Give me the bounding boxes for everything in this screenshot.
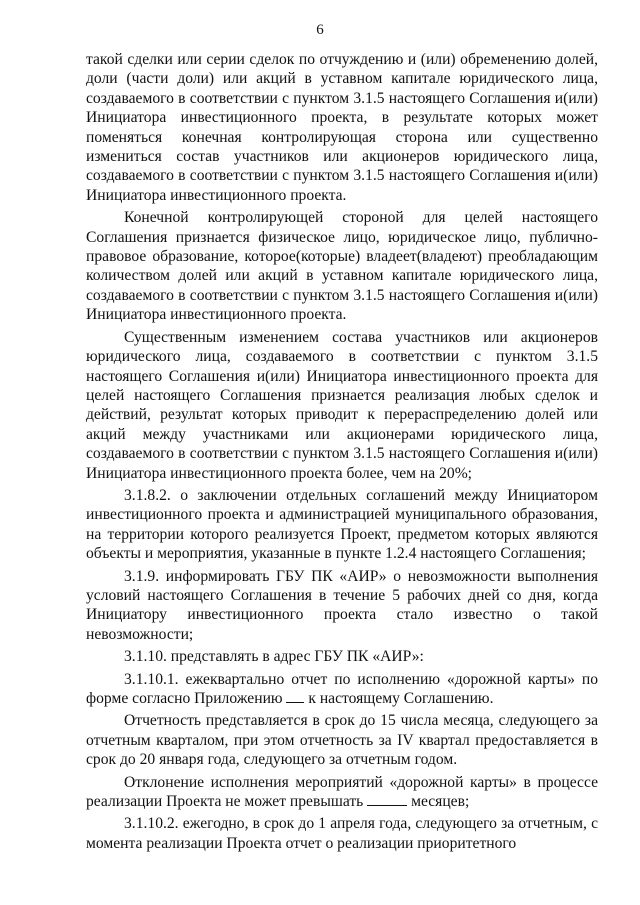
paragraph-3-1-10-2: 3.1.10.2. ежегодно, в срок до 1 апреля года, следующего за отчетным, с момента реализации Проекта отчет о реализации приоритетного [86,815,598,852]
paragraph-final-controlling-party: Конечной контролирующей стороной для целей настоящего Соглашения признается физическое лицо, юридическое лицо, публично-правовое образование, которое(которые) владеет(владеют) преобладающим количеством долей или акций в уставном капитале юридического лица, создаваемого в соответствии с пунктом 3.1.5 настоящего Соглашения и(или) Инициатора инвестиционного проекта. [86,209,598,324]
paragraph-3-1-10: 3.1.10. представлять в адрес ГБУ ПК «АИР»: [124,648,424,666]
paragraph-3-1-10-1-text-end: к настоящему Соглашению. [304,690,494,707]
document-body [86,50,598,853]
paragraph-3-1-10-1-text-start: 3.1.10.1. ежеквартально отчет по исполнению «дорожной карты» по форме согласно Приложению [86,670,598,707]
paragraph-continuation: такой сделки или серии сделок по отчуждению и (или) обременению долей, доли (части доли) или акций в уставном капитале юридического лица, создаваемого в соответствии с пунктом 3.1.5 настоящего Соглашения и(или) Инициатора инвестиционного проекта, в результате которых может поменяться конечная контролирующая сторона или существенно измениться состав участников или акционеров юридического лица, создаваемого в соответствии с пунктом 3.1.5 настоящего Соглашения и(или) Инициатора инвестиционного проекта. [86,51,598,204]
paragraph-3-1-10-1 [86,670,598,709]
paragraph-roadmap-deviation-text-start: Отклонение исполнения мероприятий «дорожной карты» в процессе реализации Проекта не может превышать [86,773,598,811]
paragraph-3-1-9: 3.1.9. информировать ГБУ ПК «АИР» о невозможности выполнения условий настоящего Соглашения в течение 5 рабочих дней со дня, когда Инициатору инвестиционного проекта стало известно о такой невозможности; [86,567,598,643]
paragraph-substantial-change: Существенным изменением состава участников или акционеров юридического лица, создаваемого в соответствии с пунктом 3.1.5 настоящего Соглашения и(или) Инициатора инвестиционного проекта для целей настоящего Соглашения признается реализация любых сделок и действий, результат которых приводит к перераспределению долей или акций между участниками или акционерами юридического лица, создаваемого в соответствии с пунктом 3.1.5 настоящего Соглашения и(или) Инициатора инвестиционного проекта более, чем на 20%; [86,328,598,482]
paragraph-roadmap-deviation [86,773,598,812]
paragraph-roadmap-deviation-text-end: месяцев; [407,793,470,811]
page-number: 6 [316,22,324,38]
paragraph-reporting-deadline: Отчетность представляется в срок до 15 числа месяца, следующего за отчетным кварталом, при этом отчетность за IV квартал предоставляется в срок до 20 января года, следующего за отчетным годом. [86,712,598,769]
months-count-blank [367,793,407,806]
paragraph-3-1-8-2: 3.1.8.2. о заключении отдельных соглашений между Инициатором инвестиционного проекта и администрацией муниципального образования, на территории которого реализуется Проект, предметом которых являются объекты и мероприятия, указанные в пункте 1.2.4 настоящего Соглашения; [86,486,598,563]
appendix-number-blank [286,690,304,703]
